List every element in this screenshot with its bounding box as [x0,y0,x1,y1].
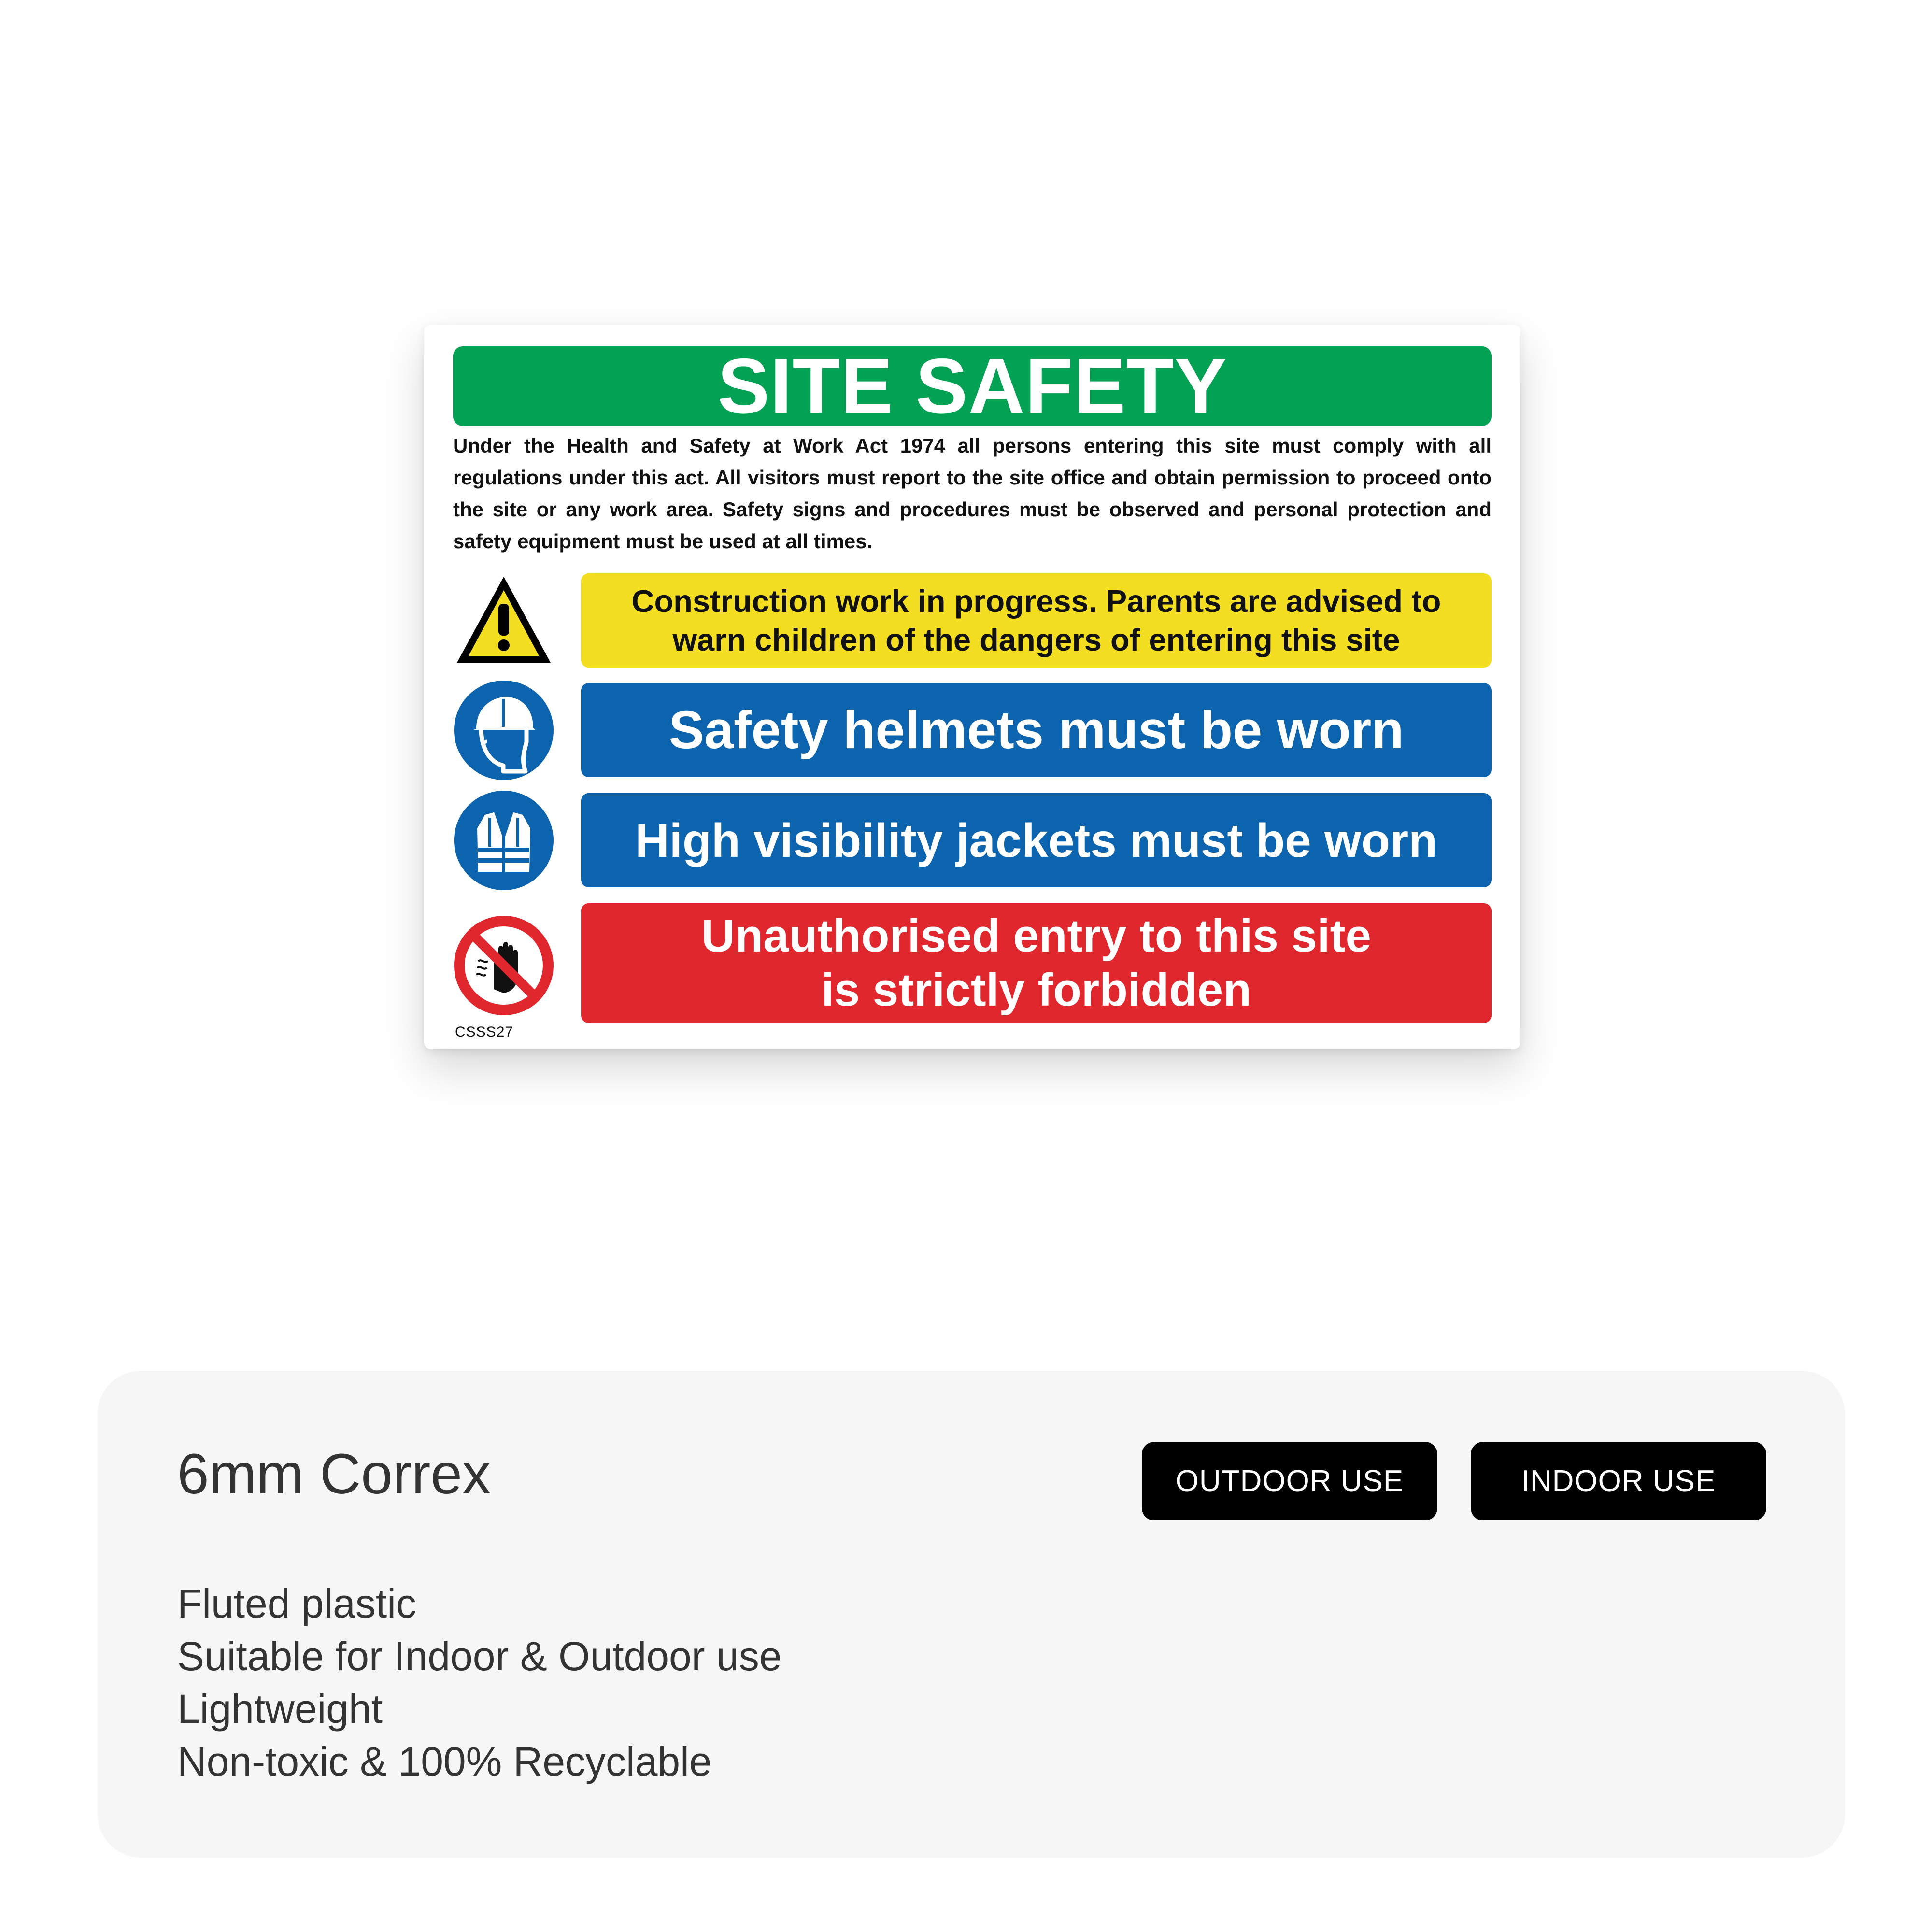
jacket-band [581,793,1492,887]
feature-item: Lightweight [177,1686,383,1732]
warning-line-1: Construction work in progress. Parents are advised to [631,583,1441,619]
indoor-use-badge: INDOOR USE [1471,1442,1766,1520]
warning-line-2: warn children of the dangers of entering this site [672,622,1400,657]
forbidden-line-2: is strictly forbidden [821,964,1251,1016]
no-entry-hand-icon [453,915,554,1016]
sign-intro-text: Under the Health and Safety at Work Act 1974 all persons entering this site must comply with all regulations under this act. All visitors must report to the site office and obtain permission to proceed onto the site or any work area. Safety signs and procedures must be observed and personal protection and safety equipment must be used at all times. [453,434,1492,553]
warning-triangle-icon [453,570,554,671]
feature-item: Suitable for Indoor & Outdoor use [177,1634,782,1679]
warning-band [581,573,1492,668]
product-info-panel [98,1371,1845,1858]
sign-product-code: CSSS27 [455,1024,514,1040]
hard-hat-icon [453,680,554,781]
feature-list [177,1577,781,1788]
helmet-text: Safety helmets must be worn [668,700,1404,760]
feature-item: Fluted plastic [177,1581,416,1626]
feature-item: Non-toxic & 100% Recyclable [177,1739,712,1784]
forbidden-line-1: Unauthorised entry to this site [701,910,1371,962]
jacket-text: High visibility jackets must be worn [635,813,1437,867]
sign-title-bar [453,342,1492,430]
site-safety-sign [424,325,1520,1049]
hi-vis-jacket-icon [453,790,554,891]
material-title: 6mm Correx [177,1442,491,1506]
outdoor-use-badge: OUTDOOR USE [1142,1442,1437,1520]
sign-title: SITE SAFETY [717,342,1227,430]
helmet-band [581,683,1492,777]
forbidden-band [581,903,1492,1023]
